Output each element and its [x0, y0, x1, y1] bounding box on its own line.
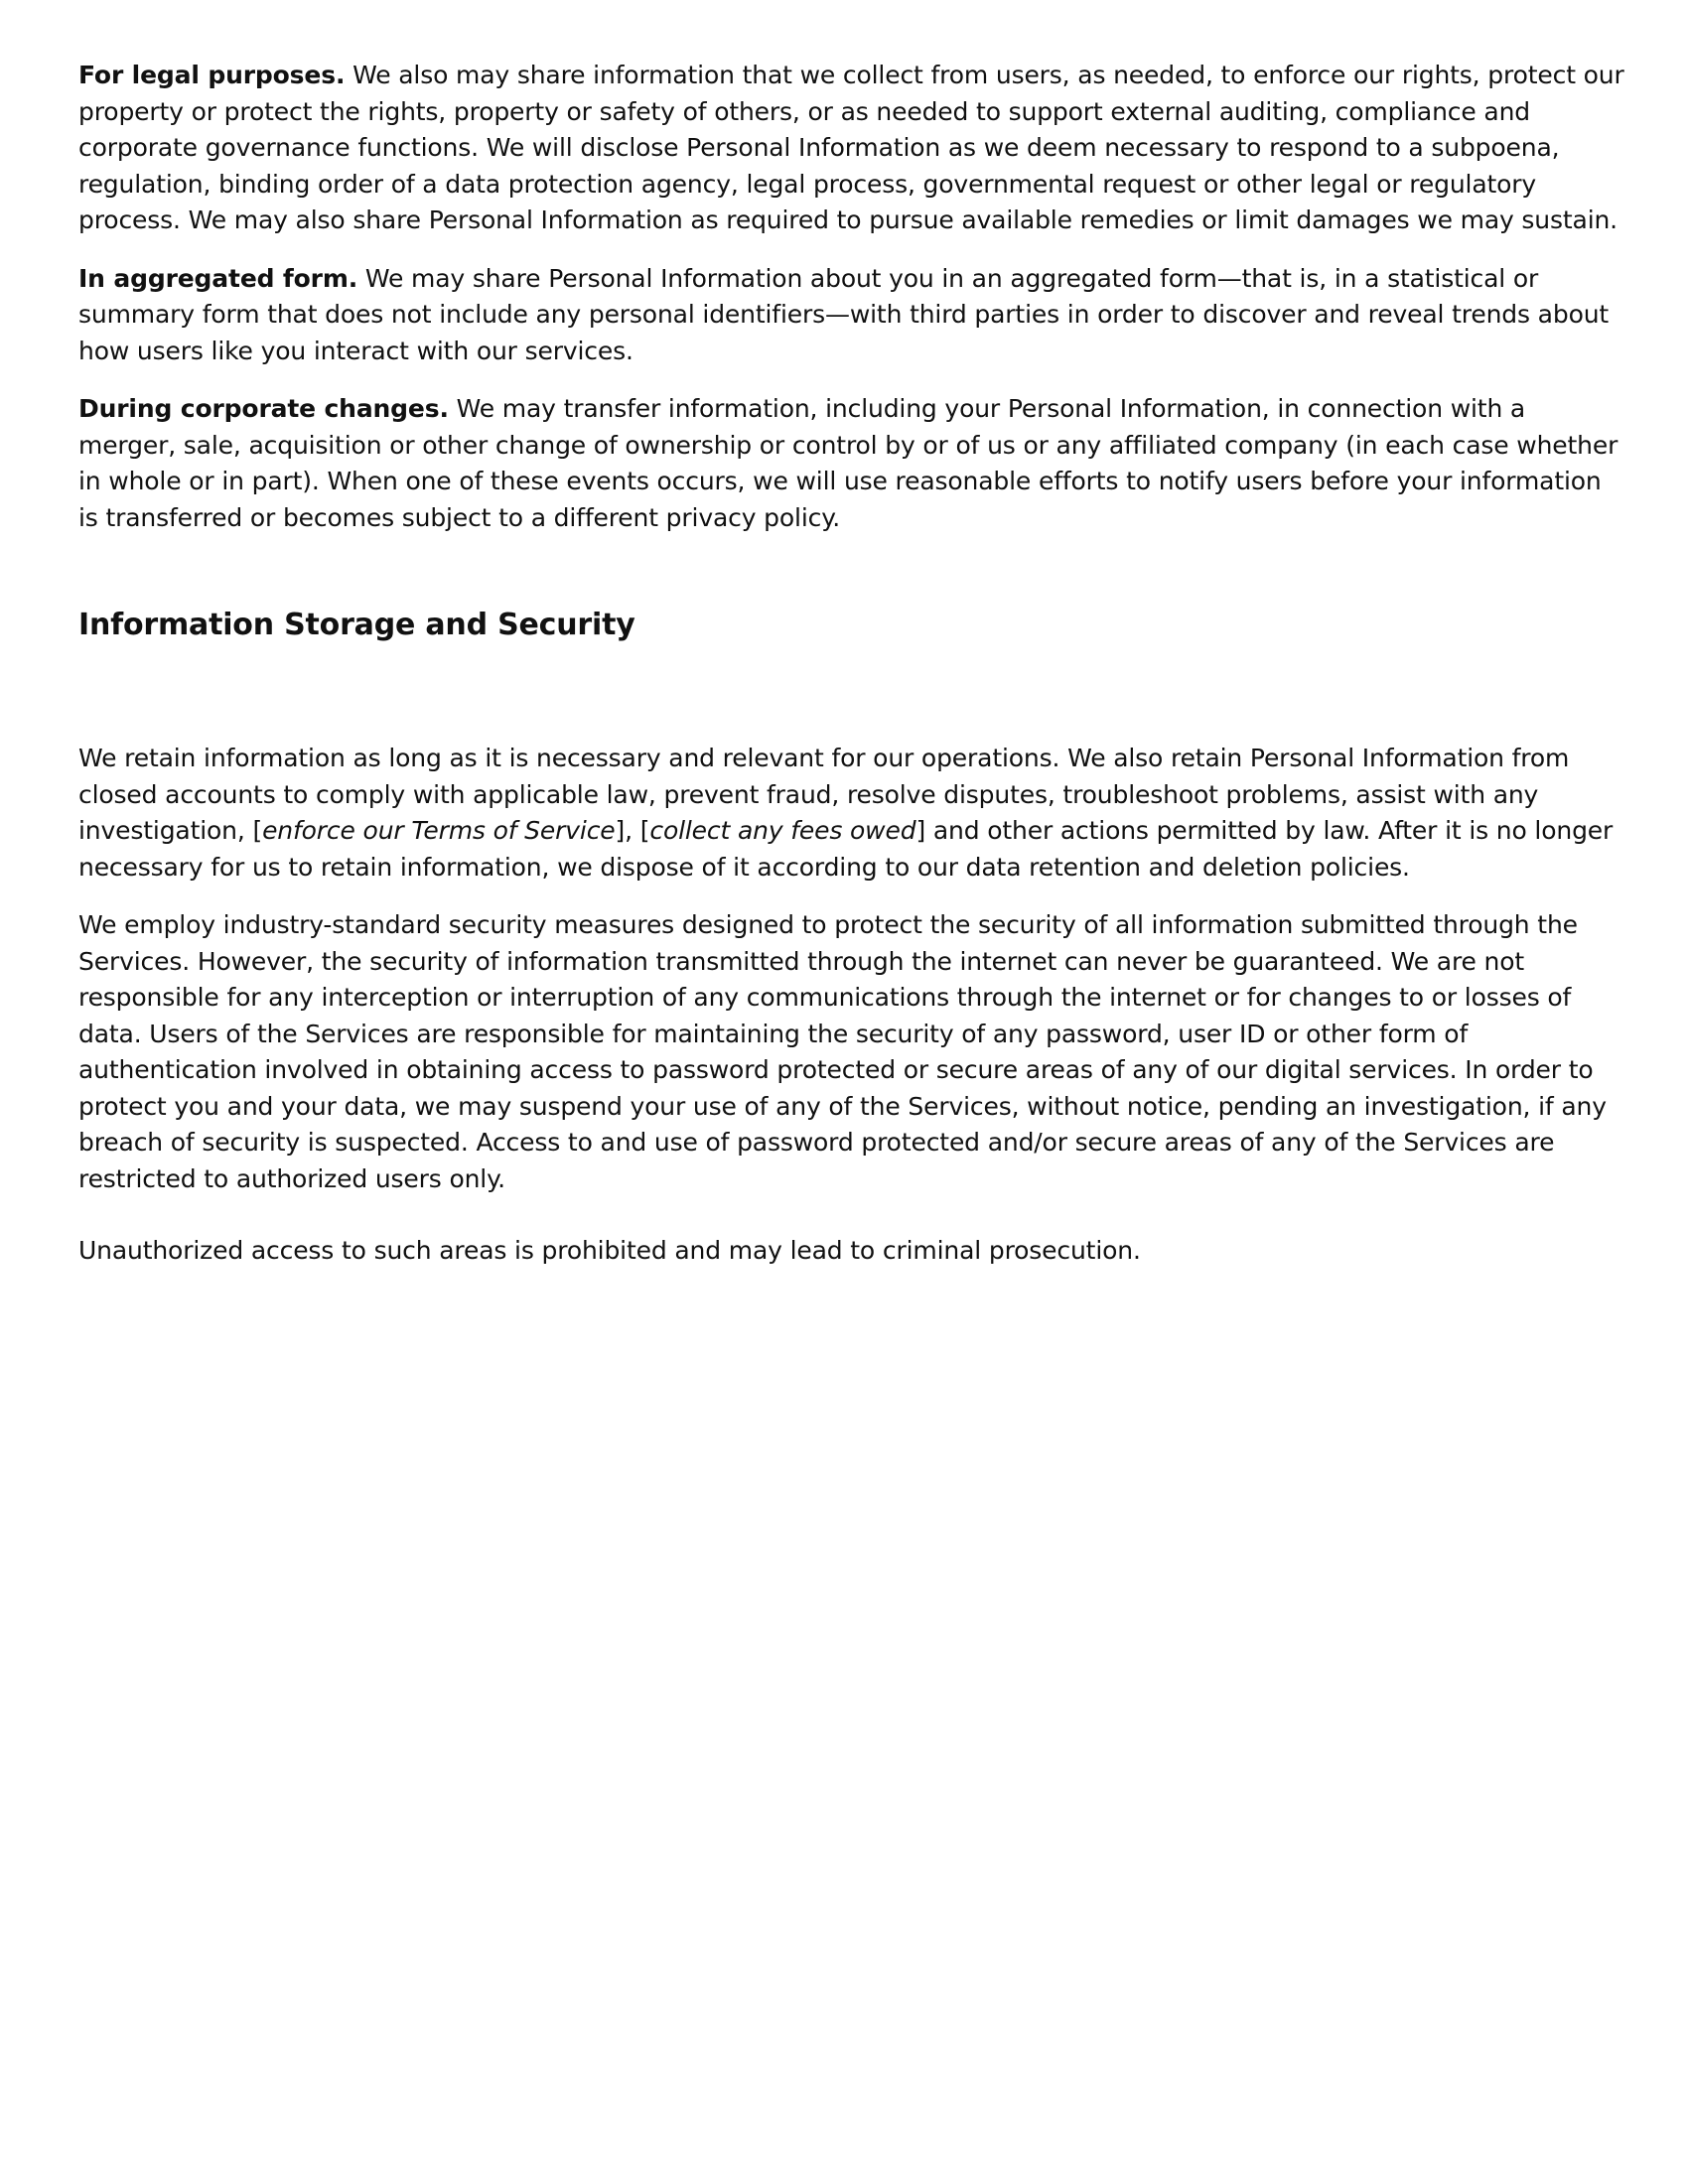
- retention-text-1: We retain information as long as it is necessary and relevant for our operations. We also retain Personal Information from closed accounts to comply with applicable law, prevent fraud, resolve disputes, troubleshoot problems, assist with any investigation, [: [78, 744, 1570, 845]
- retention-text-3: ] and other actions permitted by law. After it is no longer necessary for us to retain information, we dispose of it according to our data retention and deletion policies.: [78, 816, 1614, 882]
- aggregated-form-lead: In aggregated form.: [78, 263, 358, 293]
- legal-purposes-lead: For legal purposes.: [78, 61, 346, 89]
- legal-purposes-paragraph: [78, 58, 1627, 239]
- security-paragraph: We employ industry-standard security measures designed to protect the security of all information submitted through the Services. However, the security of information transmitted through the internet can never be guaranteed. We are not responsible for any interception or interruption of any communications through the internet or for changes to or losses of data. Users of the Services are responsible for maintaining the security of any password, user ID or other form of authentication involved in obtaining access to password protected or secure areas of any of our digital services. In order to protect you and your data, we may suspend your use of any of the Services, without notice, pending an investigation, if any breach of security is suspected. Access to and use of password protected and/or secure areas of any of the Services are restricted to authorized users only.: [78, 910, 1607, 1193]
- corporate-changes-lead: During corporate changes.: [78, 394, 449, 423]
- retention-italic-terms: enforce our Terms of Service: [262, 816, 616, 845]
- unauthorized-access-paragraph: Unauthorized access to such areas is prohibited and may lead to criminal prosecution.: [78, 1236, 1141, 1265]
- document-page: [78, 58, 1627, 1270]
- legal-purposes-body: We also may share information that we collect from users, as needed, to enforce our rights, protect our property or protect the rights, property or safety of others, or as needed to support external auditing, compliance and corporate governance functions. We will disclose Personal Information as we deem necessary to respond to a subpoena, regulation, binding order of a data protection agency, legal process, governmental request or other legal or regulatory process. We may also share Personal Information as required to pursue available remedies or limit damages we may sustain.: [78, 61, 1624, 234]
- retention-paragraph: [78, 741, 1627, 886]
- storage-security-heading: Information Storage and Security: [78, 608, 635, 642]
- corporate-changes-paragraph: [78, 391, 1627, 536]
- retention-text-2: ], [: [615, 816, 650, 845]
- aggregated-form-body: We may share Personal Information about you in an aggregated form—that is, in a statistical or summary form that does not include any personal identifiers—with third parties in order to discover and reveal trends about how users like you interact with our services.: [78, 263, 1610, 365]
- aggregated-form-paragraph: [78, 261, 1627, 370]
- retention-italic-fees: collect any fees owed: [649, 816, 916, 845]
- corporate-changes-body: We may transfer information, including your Personal Information, in connection with a merger, sale, acquisition or other change of ownership or control by or of us or any affiliated company (in each case whether in whole or in part). When one of these events occurs, we will use reasonable efforts to notify users before your information is transferred or becomes subject to a different privacy policy.: [78, 394, 1618, 532]
